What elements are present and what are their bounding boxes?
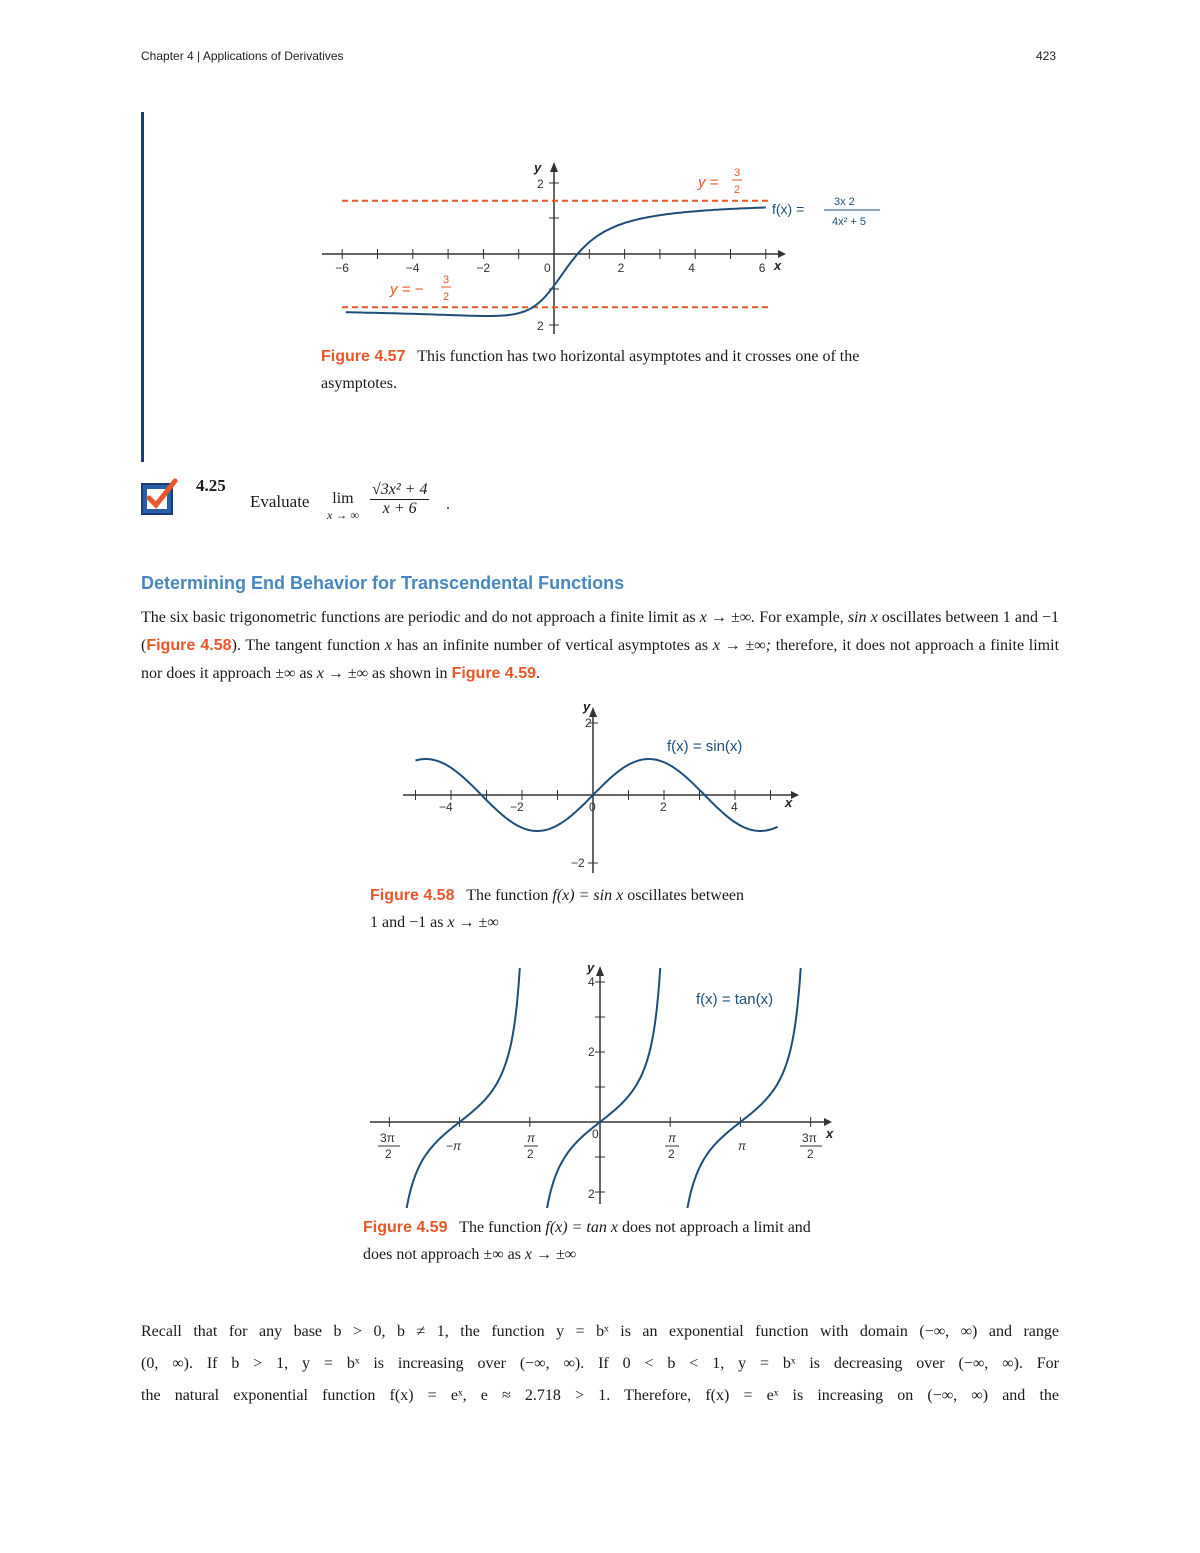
caption-math: ±∞ <box>483 1246 504 1263</box>
checkpoint-number: 4.25 <box>196 476 226 495</box>
math-run: x → ±∞ <box>316 665 368 682</box>
x-tick-label: −4 <box>439 800 453 814</box>
y-axis-label: y <box>534 160 542 175</box>
text-run: therefore, it does not approach a finite limit nor does it approach <box>141 637 1060 682</box>
math-run: 1 and −1 <box>1002 609 1060 626</box>
checkpoint-evaluate: Evaluate <box>250 492 310 511</box>
x-tick-label: 0 <box>544 261 551 275</box>
y-axis-arrow <box>550 162 558 172</box>
asymptote-top-den: 2 <box>734 184 741 196</box>
x-axis-label: x <box>785 795 793 810</box>
y-tick-label: 4 <box>588 975 595 989</box>
figure-4-58-link[interactable]: Figure 4.58 <box>146 637 232 654</box>
asymptote-bottom-den: 2 <box>443 291 450 303</box>
function-label: f(x) = tan(x) <box>696 991 774 1008</box>
paragraph-trig: The six basic trigonometric functions are periodic and do not approach a finite limit as x → ±∞. For example, sin x oscillates between 1 and −1 (Figure 4.58). The tangent function x has an infinite number of vertical asymptotes as x → ±∞; therefore, it does not approach a finite limit nor does it approach ±∞ as x → ±∞ as shown in Figure 4.59. <box>141 609 1060 682</box>
x-tick-label-neg-pi-over-2: π <box>527 1131 536 1145</box>
caption-math: x → ±∞ <box>524 1246 577 1263</box>
x-tick-label: 4 <box>688 261 695 275</box>
x-tick-den: 2 <box>527 1147 534 1161</box>
x-tick-den: 2 <box>385 1147 392 1161</box>
y-tick-label: 2 <box>537 319 544 333</box>
caption-math: f(x) = tan x <box>545 1219 618 1236</box>
text-run: as <box>299 665 313 682</box>
function-label: f(x) = sin(x) <box>667 738 743 755</box>
y-tick-label: 2 <box>588 1187 595 1201</box>
running-header: Chapter 4 | Applications of Derivatives <box>141 49 344 63</box>
math-run: x → ±∞; <box>712 637 771 654</box>
y-tick-label: −2 <box>571 856 585 870</box>
caption-text: as <box>507 1246 521 1263</box>
math-run: x → ±∞. <box>699 609 756 626</box>
paragraph-exponential <box>141 1316 1059 1412</box>
figure-459-caption <box>363 1214 833 1268</box>
function-label: f(x) = <box>772 201 805 217</box>
x-tick-label: 4 <box>731 800 738 814</box>
caption-text: oscillates between <box>627 887 745 904</box>
y-axis-label: y <box>587 960 595 975</box>
text-run: has an infinite number of vertical asymptotes as <box>396 637 709 654</box>
x-tick-label-pi: π <box>738 1139 747 1153</box>
y-axis-arrow <box>596 966 604 976</box>
lim-subscript: x → ∞ <box>327 508 359 522</box>
caption-text: does not approach a limit and does not approach <box>363 1219 811 1263</box>
page-number: 423 <box>1036 49 1057 63</box>
x-tick-label: 2 <box>617 261 625 275</box>
section-heading: Determining End Behavior for Transcendental Functions <box>141 573 625 593</box>
text-run: The six basic trigonometric functions are periodic and do not approach a finite limit as <box>141 609 696 626</box>
caption-text: as <box>430 914 444 931</box>
y-tick-label: 2 <box>585 716 592 730</box>
x-tick-label: 0 <box>589 800 596 814</box>
x-axis-arrow <box>824 1118 832 1126</box>
asymptote-bottom-num: 3 <box>443 274 450 286</box>
caption-text: This function has two horizontal asymptotes and it crosses one of the asymptotes. <box>321 348 860 392</box>
text-line: Recall that for any base b > 0, b ≠ 1, the function y = bˣ is an exponential function with domain (−∞, ∞) and range <box>141 1323 1059 1340</box>
caption-math: f(x) = sin x <box>552 887 624 904</box>
limit-fraction <box>370 481 429 518</box>
y-tick-label: 2 <box>588 1045 595 1059</box>
figure-label: Figure 4.59 <box>363 1219 448 1236</box>
x-tick-label-neg-pi: −π <box>446 1139 462 1153</box>
figure-459-graph <box>362 958 842 1208</box>
figure-457-caption <box>321 343 891 397</box>
function-label-num: 3x 2 <box>834 196 855 208</box>
text-line: the natural exponential function f(x) = eˣ, e ≈ 2.718 > 1. Therefore, f(x) = eˣ is increasing on (−∞, ∞) and the <box>141 1387 1059 1404</box>
math-run: sin x <box>847 609 878 626</box>
math-run: x <box>384 637 392 654</box>
example-sidebar-rule <box>141 112 144 462</box>
checkpoint-icon <box>140 478 178 516</box>
function-label-den: 4x² + 5 <box>832 216 866 228</box>
figure-4-59-link[interactable]: Figure 4.59 <box>451 665 537 682</box>
text-run: ). The tangent function <box>231 637 381 654</box>
text-line: (0, ∞). If b > 1, y = bˣ is increasing over (−∞, ∞). If 0 < b < 1, y = bˣ is decreasing over (−∞, ∞). For <box>141 1355 1059 1372</box>
x-axis-label: x <box>826 1126 834 1141</box>
x-tick-den: 2 <box>668 1147 675 1161</box>
text-run: For example, <box>759 609 844 626</box>
x-tick-label: −2 <box>510 800 524 814</box>
limit-expression <box>327 491 359 523</box>
y-tick-label: 2 <box>537 177 544 191</box>
x-tick-label: −6 <box>335 261 349 275</box>
text-run: oscillates between <box>881 609 999 626</box>
tan-branch <box>399 968 520 1208</box>
figure-label: Figure 4.57 <box>321 348 406 365</box>
x-tick-label-pi-over-2: π <box>668 1131 677 1145</box>
x-tick-label-zero: 0 <box>592 1127 599 1141</box>
figure-label: Figure 4.58 <box>370 887 455 904</box>
x-tick-label: −4 <box>405 261 420 275</box>
figure-458-graph <box>395 695 815 875</box>
asymptote-bottom-label: y = − <box>390 281 424 298</box>
text-run: as shown in <box>372 665 448 682</box>
x-tick-label: 2 <box>660 800 667 814</box>
x-axis-label: x <box>774 258 782 273</box>
asymptote-top-num: 3 <box>734 167 741 179</box>
x-tick-den: 2 <box>807 1147 814 1161</box>
limit-numerator: √3x² + 4 <box>372 481 428 498</box>
limit-period: . <box>446 496 450 513</box>
x-axis-arrow <box>778 250 786 258</box>
caption-math: x → ±∞ <box>447 914 499 931</box>
caption-text: The function <box>466 887 549 904</box>
math-run: ±∞ <box>275 665 296 682</box>
lim-operator: lim <box>332 490 354 507</box>
y-axis-label: y <box>583 699 591 714</box>
figure-457-graph <box>300 150 920 340</box>
caption-math: 1 and −1 <box>370 914 427 931</box>
x-tick-label-neg-3pi-over-2: 3π <box>380 1131 395 1145</box>
x-tick-label-3pi-over-2: 3π <box>802 1131 817 1145</box>
figure-458-caption <box>370 882 820 936</box>
x-tick-label: −2 <box>476 261 491 275</box>
asymptote-top-label: y = <box>698 174 719 191</box>
limit-denominator: x + 6 <box>382 500 417 517</box>
x-tick-label: 6 <box>758 261 766 275</box>
caption-text: The function <box>459 1219 542 1236</box>
